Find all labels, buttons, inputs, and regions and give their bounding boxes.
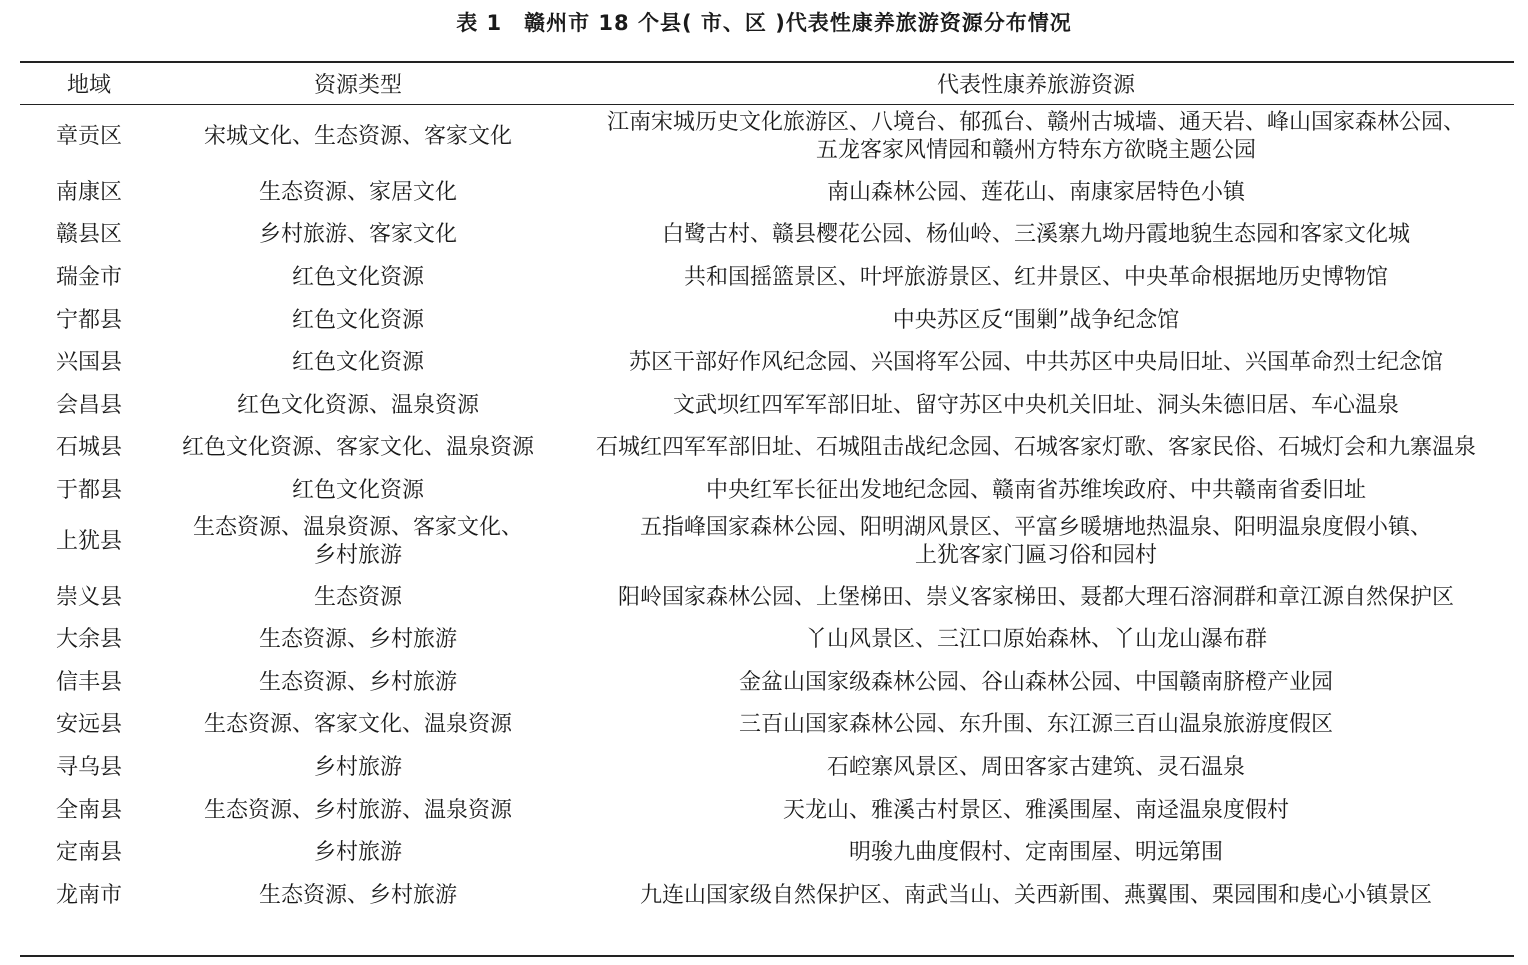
table-body <box>20 105 1514 915</box>
cell-region: 章贡区 <box>55 124 122 149</box>
cell-region: 定南县 <box>55 840 122 866</box>
cell-type: 生态资源、乡村旅游 <box>258 882 457 908</box>
table-row <box>20 616 1514 659</box>
cell-type: 乡村旅游 <box>313 754 402 780</box>
cell-resources: 苏区干部好作风纪念园、兴国将军公园、中共苏区中央局旧址、兴国革命烈士纪念馆 <box>628 350 1443 376</box>
cell-resources: 丫山风景区、三江口原始森林、丫山龙山瀑布群 <box>804 627 1267 653</box>
cell-type: 生态资源、乡村旅游 <box>258 669 457 695</box>
cell-type: 红色文化资源 <box>291 477 424 503</box>
cell-region: 安远县 <box>55 712 122 738</box>
header-resources: 代表性康养旅游资源 <box>936 73 1135 98</box>
cell-resources: 石崆寨风景区、周田客家古建筑、灵石温泉 <box>826 754 1245 780</box>
cell-region: 大余县 <box>55 627 122 653</box>
table-row <box>20 659 1514 702</box>
cell-type: 生态资源 <box>313 584 402 610</box>
cell-type: 生态资源、乡村旅游、温泉资源 <box>203 797 512 823</box>
header-type: 资源类型 <box>313 73 402 98</box>
resources-line-2: 五龙客家风情园和赣州方特东方欲晓主题公园 <box>815 138 1256 163</box>
cell-region: 崇义县 <box>55 584 122 610</box>
table-row <box>20 829 1514 872</box>
cell-region: 宁都县 <box>55 307 122 333</box>
cell-type: 乡村旅游 <box>313 840 402 866</box>
table-row <box>20 425 1514 468</box>
cell-resources: 明骏九曲度假村、定南围屋、明远第围 <box>848 840 1223 866</box>
table-row <box>20 212 1514 255</box>
cell-resources: 中央苏区反“围剿”战争纪念馆 <box>892 307 1180 333</box>
cell-type: 红色文化资源、温泉资源 <box>236 392 479 418</box>
resources-line-1: 江南宋城历史文化旅游区、八境台、郁孤台、赣州古城墙、通天岩、峰山国家森林公园、 <box>606 110 1465 135</box>
cell-region: 信丰县 <box>55 669 122 695</box>
table-row <box>20 105 1514 169</box>
cell-region: 兴国县 <box>55 350 122 376</box>
cell-type: 红色文化资源、客家文化、温泉资源 <box>181 435 534 461</box>
cell-region: 寻乌县 <box>55 754 122 780</box>
cell-resources: 天龙山、雅溪古村景区、雅溪围屋、南迳温泉度假村 <box>782 797 1289 823</box>
type-line-2: 乡村旅游 <box>313 542 402 568</box>
cell-resources: 石城红四军军部旧址、石城阻击战纪念园、石城客家灯歌、客家民俗、石城灯会和九寨温泉 <box>595 435 1476 461</box>
cell-type: 红色文化资源 <box>291 350 424 376</box>
cell-type: 生态资源、家居文化 <box>258 179 457 205</box>
cell-region: 会昌县 <box>55 392 122 418</box>
table-row <box>20 169 1514 212</box>
cell-type: 宋城文化、生态资源、客家文化 <box>203 124 512 149</box>
cell-resources: 文武坝红四军军部旧址、留守苏区中央机关旧址、洞头朱德旧居、车心温泉 <box>672 392 1399 418</box>
table-row <box>20 510 1514 574</box>
cell-region: 上犹县 <box>55 528 122 554</box>
cell-type: 红色文化资源 <box>291 264 424 290</box>
cell-resources <box>558 510 1514 574</box>
cell-type: 生态资源、客家文化、温泉资源 <box>203 712 512 738</box>
cell-region: 南康区 <box>55 179 122 205</box>
cell-type: 生态资源、乡村旅游 <box>258 627 457 653</box>
header-region: 地域 <box>66 73 111 98</box>
table-header <box>20 63 1514 104</box>
resources-line-2: 上犹客家门匾习俗和园村 <box>914 542 1157 568</box>
cell-resources: 三百山国家森林公园、东升围、东江源三百山温泉旅游度假区 <box>738 712 1333 738</box>
cell-type <box>158 510 558 574</box>
resources-line-1: 五指峰国家森林公园、阳明湖风景区、平富乡暖塘地热温泉、阳明温泉度假小镇、 <box>639 514 1432 540</box>
table-row <box>20 702 1514 745</box>
cell-resources: 南山森林公园、莲花山、南康家居特色小镇 <box>826 179 1245 205</box>
table-row <box>20 467 1514 510</box>
cell-resources: 共和国摇篮景区、叶坪旅游景区、红井景区、中央革命根据地历史博物馆 <box>683 264 1388 290</box>
cell-resources: 九连山国家级自然保护区、南武当山、关西新围、燕翼围、栗园围和虔心小镇景区 <box>639 882 1432 908</box>
cell-type: 红色文化资源 <box>291 307 424 333</box>
cell-type: 乡村旅游、客家文化 <box>258 222 457 248</box>
cell-region: 瑞金市 <box>55 264 122 290</box>
cell-resources: 阳岭国家森林公园、上堡梯田、崇义客家梯田、聂都大理石溶洞群和章江源自然保护区 <box>617 584 1454 610</box>
cell-region: 赣县区 <box>55 222 122 248</box>
table-row <box>20 787 1514 830</box>
bottom-rule <box>20 955 1514 957</box>
table-row <box>20 339 1514 382</box>
table-title: 表 1 赣州市 18 个县( 市、区 )代表性康养旅游资源分布情况 <box>456 11 1072 35</box>
cell-region: 石城县 <box>55 435 122 461</box>
cell-region: 全南县 <box>55 797 122 823</box>
table-row <box>20 574 1514 617</box>
cell-resources <box>558 105 1514 169</box>
cell-resources: 中央红军长征出发地纪念园、赣南省苏维埃政府、中共赣南省委旧址 <box>705 477 1366 503</box>
table-row <box>20 297 1514 340</box>
cell-region: 于都县 <box>55 477 122 503</box>
table-row <box>20 744 1514 787</box>
table-row <box>20 254 1514 297</box>
table-row <box>20 382 1514 425</box>
table-row <box>20 872 1514 915</box>
type-line-1: 生态资源、温泉资源、客家文化、 <box>192 514 523 540</box>
cell-region: 龙南市 <box>55 882 122 908</box>
cell-resources: 白鹭古村、赣县樱花公园、杨仙岭、三溪寨九坳丹霞地貌生态园和客家文化城 <box>661 222 1410 248</box>
cell-resources: 金盆山国家级森林公园、谷山森林公园、中国赣南脐橙产业园 <box>738 669 1333 695</box>
